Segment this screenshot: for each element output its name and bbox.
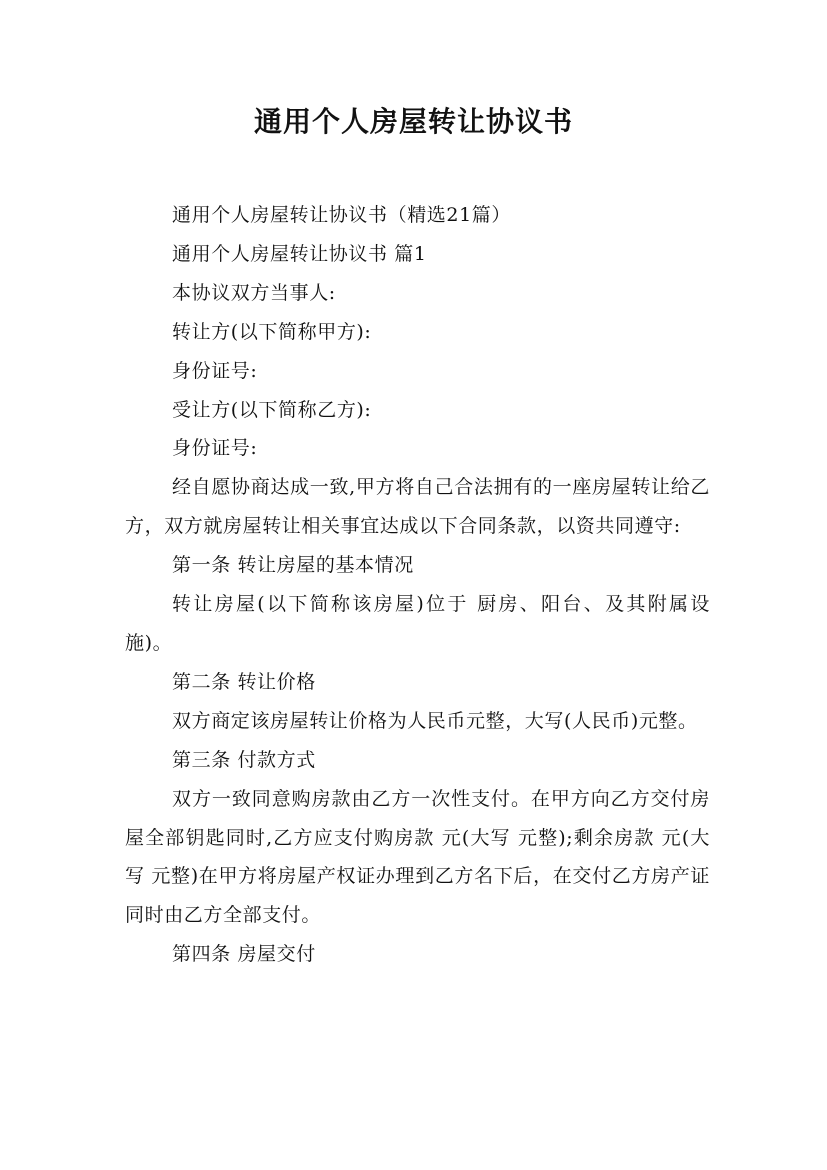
clause-heading: 第二条 转让价格 [172,670,316,693]
paragraph: 转让房屋(以下简称该房屋)位于 厨房、阳台、及其附属设施)。 [125,593,710,654]
paragraph: 身份证号: [172,359,258,382]
subtitle-line: 通用个人房屋转让协议书（精选21篇） [172,204,511,226]
clause-heading: 第四条 房屋交付 [172,943,316,966]
clause-heading: 第一条 转让房屋的基本情况 [172,554,414,577]
paragraph: 本协议双方当事人: [172,281,336,304]
paragraph: 转让方(以下简称甲方): [172,320,372,343]
document-body [125,196,710,974]
clause-heading: 第三条 付款方式 [172,748,316,771]
document-title: 通用个人房屋转让协议书 [253,105,573,138]
paragraph: 受让方(以下简称乙方): [172,398,372,421]
section-heading: 通用个人房屋转让协议书 篇1 [172,242,427,265]
paragraph: 经自愿协商达成一致,甲方将自己合法拥有的一座房屋转让给乙方，双方就房屋转让相关事宜达成以下合同条款，以资共同遵守: [125,476,710,538]
paragraph: 双方商定该房屋转让价格为人民币元整，大写(人民币)元整。 [172,709,698,732]
paragraph: 身份证号: [172,437,258,460]
paragraph: 双方一致同意购房款由乙方一次性支付。在甲方向乙方交付房屋全部钥匙同时,乙方应支付购房款 元(大写 元整);剩余房款 元(大写 元整)在甲方将房屋产权证办理到乙方名下后，在交付乙方房产证同时由乙方全部支付。 [125,787,710,927]
